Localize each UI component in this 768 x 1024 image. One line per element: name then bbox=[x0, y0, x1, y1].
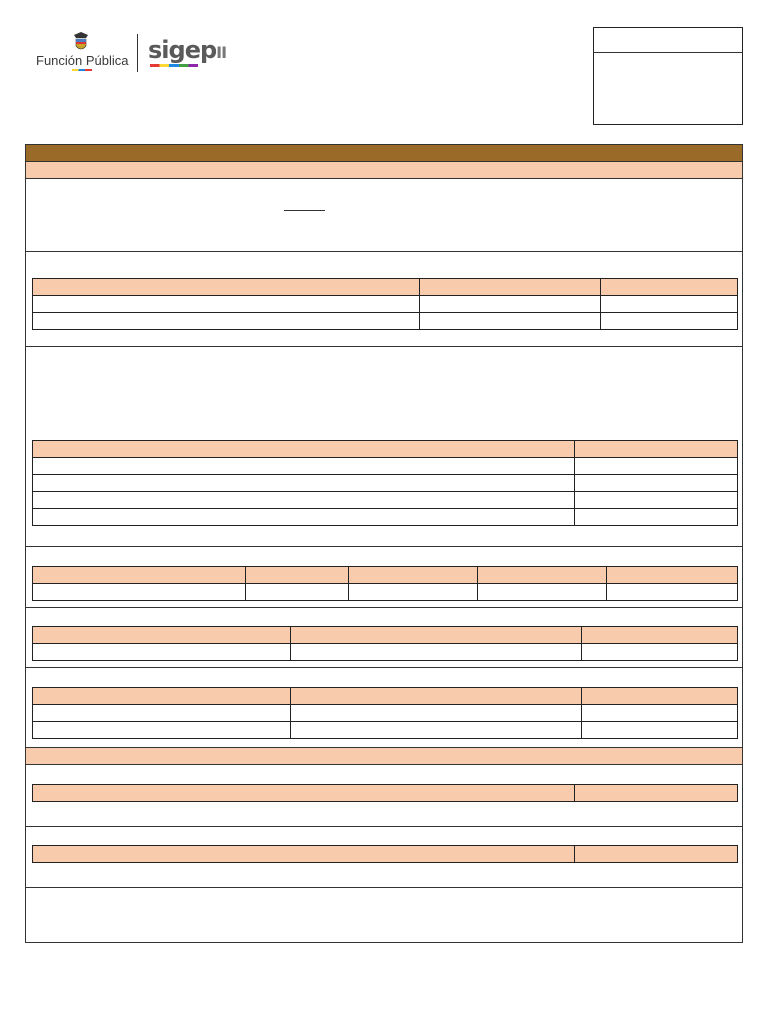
section-divider-1 bbox=[26, 251, 742, 252]
document-code-box bbox=[593, 27, 743, 125]
table-cell[interactable] bbox=[478, 584, 607, 601]
table-cell bbox=[33, 441, 575, 458]
table-cell[interactable] bbox=[291, 705, 582, 722]
table-2-header-row bbox=[33, 441, 738, 458]
table-cell bbox=[33, 688, 291, 705]
table-row bbox=[33, 492, 738, 509]
section-divider-3 bbox=[26, 546, 742, 547]
table-cell bbox=[246, 567, 349, 584]
table-cell[interactable] bbox=[420, 296, 601, 313]
table-cell bbox=[33, 279, 420, 296]
org-name-underline bbox=[72, 69, 92, 71]
table-7-header-row bbox=[33, 846, 738, 863]
sigep-logo-text: sigep bbox=[148, 36, 217, 64]
table-cell[interactable] bbox=[601, 296, 738, 313]
table-cell bbox=[607, 567, 738, 584]
table-cell bbox=[601, 279, 738, 296]
table-cell[interactable] bbox=[575, 475, 738, 492]
table-cell[interactable] bbox=[582, 722, 738, 739]
table-row bbox=[33, 584, 738, 601]
table-7 bbox=[32, 845, 738, 863]
table-1 bbox=[32, 278, 738, 330]
table-4 bbox=[32, 626, 738, 661]
table-5-header-row bbox=[33, 688, 738, 705]
table-cell[interactable] bbox=[575, 509, 738, 526]
org-name: Función Pública bbox=[36, 53, 129, 68]
table-cell[interactable] bbox=[33, 492, 575, 509]
table-cell bbox=[582, 627, 738, 644]
table-cell[interactable] bbox=[33, 296, 420, 313]
section-divider-7 bbox=[26, 887, 742, 888]
sigep-logo-suffix: II bbox=[216, 43, 227, 62]
coat-of-arms-icon bbox=[72, 32, 90, 54]
form-frame bbox=[25, 144, 743, 943]
section-divider-6 bbox=[26, 826, 742, 827]
table-cell[interactable] bbox=[291, 644, 582, 661]
table-cell[interactable] bbox=[246, 584, 349, 601]
table-row bbox=[33, 475, 738, 492]
table-5 bbox=[32, 687, 738, 739]
document-code-box-divider bbox=[593, 52, 743, 53]
table-cell bbox=[575, 846, 738, 863]
table-cell bbox=[291, 688, 582, 705]
table-cell bbox=[33, 846, 575, 863]
table-3-header-row bbox=[33, 567, 738, 584]
table-cell[interactable] bbox=[607, 584, 738, 601]
table-row bbox=[33, 705, 738, 722]
table-row bbox=[33, 509, 738, 526]
table-cell bbox=[33, 567, 246, 584]
table-6-header-row bbox=[33, 785, 738, 802]
field-underline[interactable] bbox=[284, 210, 325, 211]
table-cell[interactable] bbox=[33, 705, 291, 722]
table-cell[interactable] bbox=[575, 458, 738, 475]
section-divider-2 bbox=[26, 346, 742, 347]
table-cell[interactable] bbox=[601, 313, 738, 330]
table-cell bbox=[478, 567, 607, 584]
section-band-1 bbox=[26, 162, 742, 179]
table-cell[interactable] bbox=[291, 722, 582, 739]
sigep-logo-accents bbox=[150, 64, 198, 67]
table-cell[interactable] bbox=[33, 509, 575, 526]
logo-separator bbox=[137, 34, 138, 72]
table-cell bbox=[575, 441, 738, 458]
table-4-header-row bbox=[33, 627, 738, 644]
section-divider-5 bbox=[26, 667, 742, 668]
sigep-logo bbox=[148, 36, 228, 70]
table-cell bbox=[420, 279, 601, 296]
section-band-2 bbox=[26, 747, 742, 765]
table-cell[interactable] bbox=[349, 584, 478, 601]
table-cell[interactable] bbox=[33, 584, 246, 601]
table-row bbox=[33, 313, 738, 330]
table-cell[interactable] bbox=[33, 475, 575, 492]
section-divider-4 bbox=[26, 607, 742, 608]
table-row bbox=[33, 296, 738, 313]
table-row bbox=[33, 644, 738, 661]
table-row bbox=[33, 458, 738, 475]
table-cell[interactable] bbox=[33, 458, 575, 475]
table-6 bbox=[32, 784, 738, 802]
table-cell[interactable] bbox=[33, 722, 291, 739]
table-1-header-row bbox=[33, 279, 738, 296]
table-cell[interactable] bbox=[575, 492, 738, 509]
table-cell bbox=[33, 785, 575, 802]
table-cell[interactable] bbox=[33, 313, 420, 330]
table-row bbox=[33, 722, 738, 739]
table-2 bbox=[32, 440, 738, 526]
table-3 bbox=[32, 566, 738, 601]
table-cell bbox=[575, 785, 738, 802]
table-cell[interactable] bbox=[420, 313, 601, 330]
table-cell[interactable] bbox=[582, 705, 738, 722]
form-title-band bbox=[25, 144, 743, 162]
table-cell bbox=[291, 627, 582, 644]
table-cell bbox=[33, 627, 291, 644]
table-cell[interactable] bbox=[582, 644, 738, 661]
table-cell bbox=[349, 567, 478, 584]
table-cell[interactable] bbox=[33, 644, 291, 661]
table-cell bbox=[582, 688, 738, 705]
